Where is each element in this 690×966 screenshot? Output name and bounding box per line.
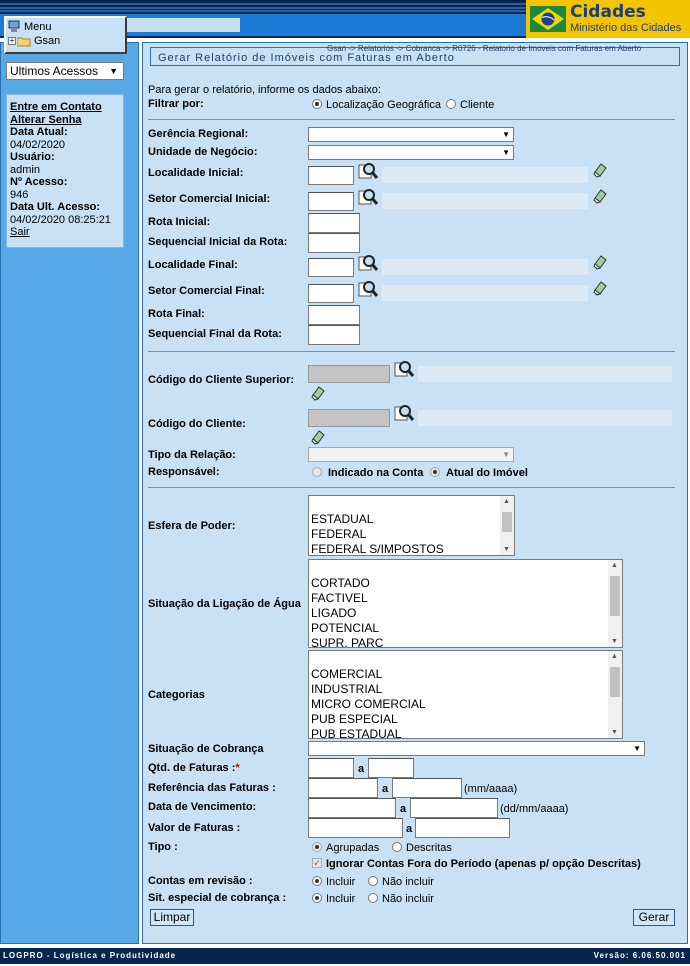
menu-root-label[interactable]: Menu: [24, 20, 52, 33]
contas-rev-incluir-label: Incluir: [326, 876, 356, 888]
list-item[interactable]: FACTIVEL: [311, 591, 368, 605]
sep-a: a: [406, 823, 413, 835]
search-icon[interactable]: [358, 279, 378, 299]
rota-fim-label: Rota Final:: [148, 308, 205, 320]
qtd-faturas-text: Qtd. de Faturas :: [148, 762, 236, 774]
list-item[interactable]: ESTADUAL: [311, 512, 374, 526]
computer-icon: [8, 20, 20, 33]
resp-imovel-label: Atual do Imóvel: [446, 467, 528, 479]
tipo-rel-select[interactable]: [308, 447, 514, 462]
ignorar-checkbox[interactable]: ✓: [313, 858, 321, 868]
last-access-label: Data Ult. Acesso:: [10, 201, 101, 213]
ignorar-label: Ignorar Contas Fora do Período (apenas p/ opção Descritas): [326, 858, 641, 870]
search-icon[interactable]: [358, 253, 378, 273]
sit-especial-label: Sit. especial de cobrança :: [148, 892, 287, 904]
breadcrumb: Gsan -> Relatorios -> Cobranca -> R0726 - Relatorio de Imoveis com Faturas em Aberto: [327, 44, 642, 53]
categorias-list[interactable]: [308, 650, 623, 739]
filter-geo-radio[interactable]: [312, 99, 322, 109]
contact-link[interactable]: Entre em Contato: [10, 101, 102, 113]
setor-ini-input[interactable]: [308, 192, 354, 211]
resp-label: Responsável:: [148, 466, 220, 478]
eraser-icon[interactable]: [593, 188, 607, 204]
access-count-value: 946: [10, 188, 29, 201]
sep-a: a: [358, 763, 365, 775]
sit-especial-incluir-radio[interactable]: [312, 893, 322, 903]
rota-ini-input[interactable]: [308, 213, 360, 233]
cidades-logo: [526, 0, 690, 38]
footer: [0, 948, 690, 964]
resp-imovel-radio[interactable]: [430, 467, 440, 477]
menu-item-gsan[interactable]: Gsan: [34, 35, 61, 47]
qtd-from-input[interactable]: [308, 758, 354, 778]
chevron-down-icon: ▼: [502, 130, 510, 139]
cli-label: Código do Cliente:: [148, 418, 246, 430]
search-icon[interactable]: [394, 359, 414, 379]
situacao-agua-label: Situação da Ligação de Água: [148, 598, 301, 610]
tipo-descritas-label: Descritas: [406, 842, 452, 854]
clear-button[interactable]: Limpar: [150, 909, 194, 926]
qtd-faturas-label: [148, 762, 240, 774]
filter-geo-label: Localização Geográfica: [326, 99, 441, 111]
list-item[interactable]: PUB ESTADUAL: [311, 727, 402, 739]
expand-icon[interactable]: +: [9, 36, 15, 45]
scrollbar[interactable]: ▲ ▼: [500, 496, 514, 555]
tipo-rel-label: Tipo da Relação:: [148, 449, 236, 461]
contas-rev-label: Contas em revisão :: [148, 875, 253, 887]
venc-from-input[interactable]: [308, 798, 396, 818]
chevron-down-icon: ▼: [502, 450, 510, 459]
eraser-icon[interactable]: [593, 280, 607, 296]
valor-from-input[interactable]: [308, 818, 403, 838]
sep-a: a: [382, 783, 389, 795]
chevron-down-icon: ▼: [502, 148, 510, 157]
list-item[interactable]: INDUSTRIAL: [311, 682, 383, 696]
generate-button[interactable]: Gerar: [633, 909, 675, 926]
brazil-flag-icon: [530, 4, 566, 34]
resp-conta-label: Indicado na Conta: [328, 467, 424, 479]
divider: [148, 351, 675, 352]
ref-from-input[interactable]: [308, 778, 378, 798]
list-item[interactable]: COMERCIAL: [311, 667, 383, 681]
resp-conta-radio[interactable]: [312, 467, 322, 477]
venc-to-input[interactable]: [410, 798, 498, 818]
sit-especial-incluir-label: Incluir: [326, 893, 356, 905]
divider: [148, 487, 675, 488]
seq-ini-input[interactable]: [308, 233, 360, 253]
list-item[interactable]: CORTADO: [311, 576, 370, 590]
setor-ini-description: [382, 193, 588, 209]
current-date-label: Data Atual:: [10, 126, 68, 138]
categorias-label: Categorias: [148, 689, 205, 701]
ref-to-input[interactable]: [392, 778, 462, 798]
valor-faturas-label: Valor de Faturas :: [148, 822, 241, 834]
filter-label: Filtrar por:: [148, 98, 204, 110]
valor-to-input[interactable]: [415, 818, 510, 838]
tipo-agrupadas-radio[interactable]: [312, 842, 322, 852]
search-icon[interactable]: [394, 403, 414, 423]
loc-ini-label: Localidade Inicial:: [148, 167, 244, 179]
rota-fim-input[interactable]: [308, 305, 360, 325]
logo-subtitle: Ministério das Cidades: [570, 22, 682, 34]
recent-access-select[interactable]: [6, 62, 124, 80]
loc-fim-description: [382, 259, 588, 275]
setor-fim-label: Setor Comercial Final:: [148, 285, 265, 297]
list-item[interactable]: FEDERAL: [311, 527, 367, 541]
user-value: admin: [10, 163, 40, 176]
logout-link[interactable]: Sair: [10, 226, 30, 238]
loc-fim-input[interactable]: [308, 258, 354, 277]
list-item[interactable]: SUPR. PARC: [311, 636, 384, 648]
list-item[interactable]: POTENCIAL: [311, 621, 380, 635]
folder-icon: [17, 36, 31, 47]
qtd-to-input[interactable]: [368, 758, 414, 778]
setor-fim-input[interactable]: [308, 284, 354, 303]
esfera-label: Esfera de Poder:: [148, 520, 236, 532]
current-date-value: 04/02/2020: [10, 138, 66, 151]
sep-a: a: [400, 803, 407, 815]
cli-input[interactable]: [308, 409, 390, 427]
chevron-down-icon: ▼: [633, 744, 641, 753]
divider: [148, 119, 675, 120]
logo-title: Cidades: [570, 2, 646, 22]
change-password-link[interactable]: Alterar Senha: [10, 113, 82, 126]
unidade-select[interactable]: [308, 145, 514, 160]
gerencia-label: Gerência Regional:: [148, 128, 249, 140]
gerencia-select[interactable]: [308, 127, 514, 142]
loc-ini-input[interactable]: [308, 166, 354, 185]
seq-ini-label: Sequencial Inicial da Rota:: [148, 236, 288, 248]
sit-especial-nao-radio[interactable]: [368, 893, 378, 903]
sit-especial-nao-label: Não incluir: [382, 893, 434, 905]
ref-faturas-label: Referência das Faturas :: [148, 782, 276, 794]
contas-rev-nao-label: Não incluir: [382, 876, 434, 888]
loc-fim-label: Localidade Final:: [148, 259, 238, 271]
menu-tree[interactable]: [4, 16, 127, 54]
page-title: Gerar Relatório de Imóveis com Faturas em Aberto: [158, 52, 455, 64]
tipo-descritas-radio[interactable]: [392, 842, 402, 852]
contas-rev-nao-radio[interactable]: [368, 876, 378, 886]
user-info-box: [6, 94, 124, 248]
situacao-agua-list[interactable]: [308, 559, 623, 648]
search-icon[interactable]: [358, 187, 378, 207]
footer-version: Versão: 6.06.50.001: [593, 951, 686, 960]
sit-cobranca-label: Situação de Cobrança: [148, 743, 264, 755]
list-item[interactable]: LIGADO: [311, 606, 357, 620]
list-item[interactable]: PUB ESPECIAL: [311, 712, 398, 726]
contas-rev-incluir-radio[interactable]: [312, 876, 322, 886]
cli-sup-label: Código do Cliente Superior:: [148, 374, 295, 386]
access-count-label: Nº Acesso:: [10, 176, 68, 188]
sit-cobranca-select[interactable]: [308, 741, 645, 756]
search-icon[interactable]: [358, 161, 378, 181]
recent-access-value: Ultimos Acessos: [10, 64, 99, 78]
last-access-value: 04/02/2020 08:25:21: [10, 213, 111, 226]
chevron-down-icon: ▼: [109, 66, 118, 76]
ref-format-hint: (mm/aaaa): [464, 783, 518, 795]
setor-fim-description: [382, 285, 588, 301]
footer-left: LOGPRO - Logística e Produtividade: [3, 951, 177, 960]
intro-text: Para gerar o relatório, informe os dados abaixo:: [148, 84, 381, 96]
cli-description: [418, 410, 672, 426]
tipo-agrupadas-label: Agrupadas: [326, 842, 380, 854]
esfera-list[interactable]: [308, 495, 515, 556]
data-venc-label: Data de Vencimento:: [148, 801, 257, 813]
unidade-label: Unidade de Negócio:: [148, 146, 258, 158]
eraser-icon[interactable]: [593, 162, 607, 178]
list-item[interactable]: FEDERAL S/IMPOSTOS: [311, 542, 444, 556]
eraser-icon[interactable]: [593, 254, 607, 270]
user-label: Usuário:: [10, 151, 55, 163]
loc-ini-description: [382, 167, 588, 183]
filter-client-radio[interactable]: [446, 99, 456, 109]
venc-format-hint: (dd/mm/aaaa): [500, 803, 569, 815]
eraser-icon[interactable]: [311, 385, 325, 401]
list-item[interactable]: MICRO COMERCIAL: [311, 697, 426, 711]
seq-fim-input[interactable]: [308, 325, 360, 345]
tipo-label: Tipo :: [148, 841, 178, 853]
rota-ini-label: Rota Inicial:: [148, 216, 211, 228]
setor-ini-label: Setor Comercial Inicial:: [148, 193, 271, 205]
cli-sup-input[interactable]: [308, 365, 390, 383]
cli-sup-description: [418, 366, 672, 382]
scrollbar[interactable]: ▲ ▼: [608, 560, 622, 647]
filter-client-label: Cliente: [460, 99, 495, 111]
eraser-icon[interactable]: [311, 429, 325, 445]
seq-fim-label: Sequencial Final da Rota:: [148, 328, 282, 340]
scrollbar[interactable]: ▲ ▼: [608, 651, 622, 738]
required-mark: *: [235, 762, 240, 774]
